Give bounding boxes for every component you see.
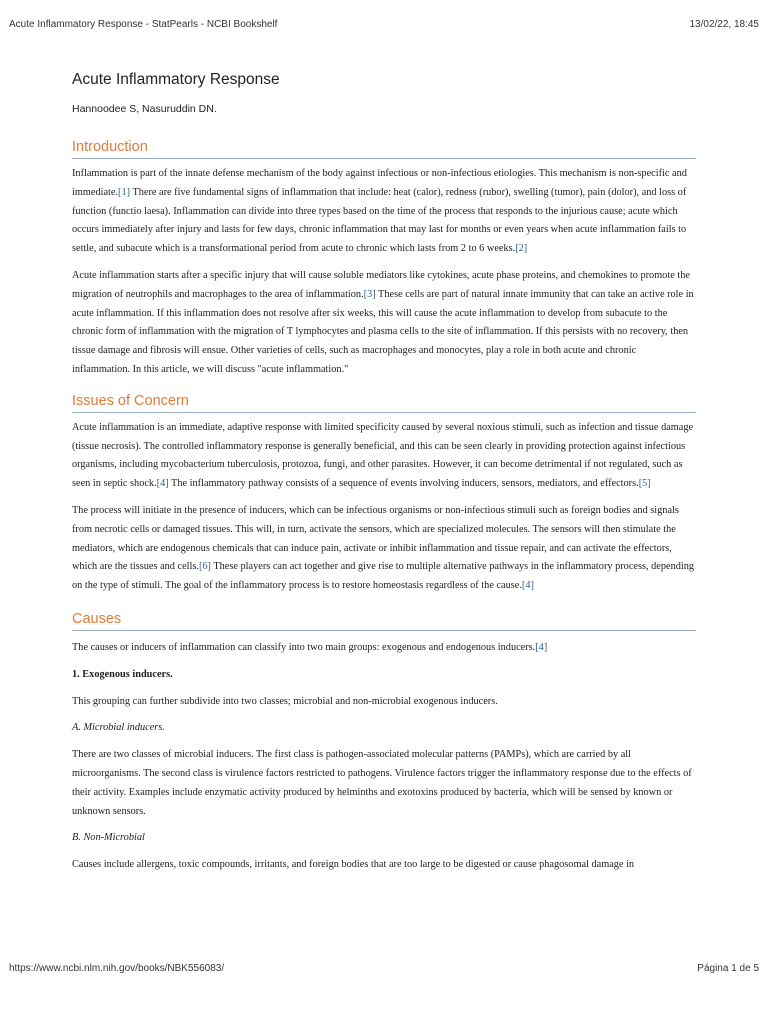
issues-paragraph-2: The process will initiate in the presence of inducers, which can be infectious organisms or non-infectious stimuli such as foreign bodies and signals from necrotic cells or damaged tissues. This will, in turn, activate the sensors, which are specialized molecules. The sensors will then stimulate the mediators, which are endogenous chemicals that can induce pain, activate or inhibit inflammation and tissue repair, and can activate the effectors, which are the tissues and cells.[6] These players can act together and give rise to multiple alternative pathways in the inflammatory process, depending on the type of stimuli. The goal of the inflammatory process is to restore homeostasis regardless of the cause.[4] (72, 504, 695, 592)
citation-link[interactable]: [4] (156, 478, 169, 490)
print-footer-page-number: Página 1 de 5 (697, 963, 759, 974)
microbial-inducers-heading: A. Microbial inducers. (72, 722, 165, 734)
section-heading-introduction: Introduction (72, 138, 696, 159)
print-footer-url: https://www.ncbi.nlm.nih.gov/books/NBK556083/ (9, 963, 225, 974)
citation-link[interactable]: [2] (515, 243, 528, 255)
print-header (9, 19, 759, 30)
citation-link[interactable]: [4] (521, 580, 534, 592)
citation-link[interactable]: [5] (638, 478, 651, 490)
article-title: Acute Inflammatory Response (72, 71, 280, 88)
citation-link[interactable]: [3] (363, 288, 376, 300)
section-heading-issues-of-concern: Issues of Concern (72, 392, 696, 413)
non-microbial-heading: B. Non-Microbial (72, 832, 145, 844)
print-footer (9, 963, 759, 974)
citation-link[interactable]: [6] (198, 561, 211, 573)
intro-paragraph-2: Acute inflammation starts after a specific injury that will cause soluble mediators like cytokines, acute phase proteins, and chemokines to promote the migration of neutrophils and macrophages to the area of inflammation.[3] These cells are part of natural innate immunity that can take an active role in acute inflammation. If this inflammation does not resolve after six weeks, this will cause the acute inflammation to develop from subacute to the chronic form of inflammation with the migration of T lymphocytes and plasma cells to the site of inflammation. If this persists with no recovery, then tissue damage and fibrosis will ensue. Other varieties of cells, such as macrophages and monocytes, play a role in both acute and chronic inflammation. In this article, we will discuss "acute inflammation." (72, 269, 694, 375)
article-authors: Hannoodee S, Nasuruddin DN. (72, 103, 217, 115)
article-content (72, 68, 696, 875)
causes-paragraph-2: This grouping can further subdivide into two classes; microbial and non-microbial exogenous inducers. (72, 695, 498, 707)
causes-paragraph-3: There are two classes of microbial inducers. The first class is pathogen-associated molecular patterns (PAMPs), which are carried by all microorganisms. The second class is virulence factors restricted to pathogens. Virulence factors trigger the inflammatory response due to the effects of their activity. Examples include enzymatic activity produced by helminths and exotoxins produced by bacteria, which will be sensed by known or unknown sensors. (72, 749, 692, 817)
print-header-title: Acute Inflammatory Response - StatPearls - NCBI Bookshelf (9, 19, 278, 30)
citation-link[interactable]: [4] (535, 641, 548, 653)
issues-paragraph-1: Acute inflammation is an immediate, adaptive response with limited specificity caused by several noxious stimuli, such as infection and tissue damage (tissue necrosis). The controlled inflammatory response is generally beneficial, and this can be seen clearly in providing protection against infectious organisms, including mycobacterium tuberculosis, protozoa, fungi, and other parasites. However, it can become detrimental if not regulated, such as seen in septic shock.[4] The inflammatory pathway consists of a sequence of events involving inducers, sensors, mediators, and effectors.[5] (72, 421, 694, 490)
intro-paragraph-1: Inflammation is part of the innate defense mechanism of the body against infectious or non-infectious etiologies. This mechanism is non-specific and immediate.[1] There are five fundamental signs of inflammation that include: heat (calor), redness (rubor), swelling (tumor), pain (dolor), and loss of function (functio laesa). Inflammation can divide into three types based on the time of the process that responds to the injurious cause; acute which occurs immediately after injury and lasts for few days, chronic inflammation that may last for months or even years when acute inflammation fails to settle, and subacute which is a transformational period from acute to chronic which lasts from 2 to 6 weeks.[2] (72, 168, 687, 255)
section-heading-causes: Causes (72, 610, 696, 631)
exogenous-inducers-heading: 1. Exogenous inducers. (72, 668, 173, 680)
print-header-datetime: 13/02/22, 18:45 (689, 19, 759, 30)
causes-paragraph-1: The causes or inducers of inflammation can classify into two main groups: exogenous and endogenous inducers.[4] (72, 641, 548, 653)
causes-paragraph-4: Causes include allergens, toxic compounds, irritants, and foreign bodies that are too large to be digested or cause phagosomal damage in (72, 859, 635, 871)
citation-link[interactable]: [1] (118, 186, 131, 198)
